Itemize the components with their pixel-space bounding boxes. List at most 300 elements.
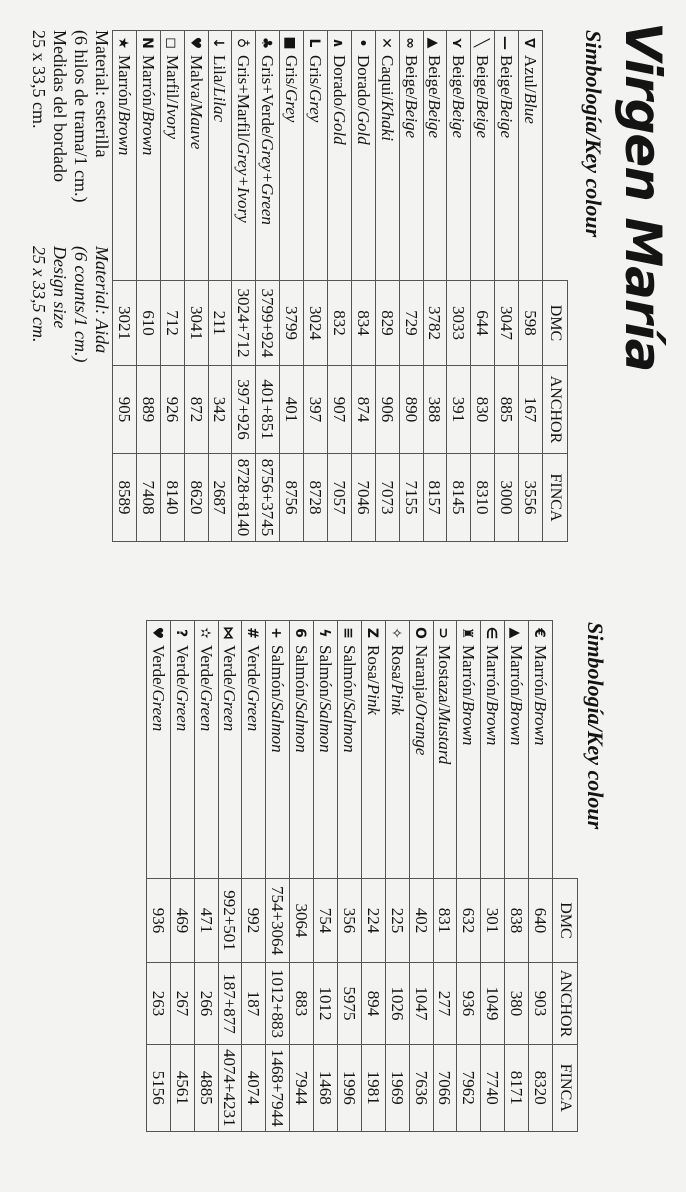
colour-name-cell (327, 31, 351, 281)
colour-name-cell (170, 621, 194, 879)
colour-name-en: Pink (363, 683, 383, 715)
colour-name-cell (280, 31, 304, 281)
colour-name-en: Mustard (435, 707, 455, 765)
material-line: 25 x 33,5 cm. (29, 30, 49, 129)
anchor-code: 872 (184, 366, 208, 454)
colour-name-es: Beige/ (449, 55, 469, 100)
table-row (471, 31, 495, 542)
finca-code: 7057 (327, 454, 351, 542)
material-line: (6 hilos de trama/1 cm.) (71, 30, 91, 203)
colour-name-en: Blue (521, 92, 541, 124)
colour-name-es: Verde/ (244, 645, 264, 690)
colour-name-en: Brown (507, 700, 527, 746)
colour-name-cell (314, 621, 338, 879)
colour-name-cell (242, 621, 266, 879)
finca-code: 8620 (184, 454, 208, 542)
colour-name-es: Azul/ (521, 55, 541, 93)
colour-name-es: Beige/ (401, 55, 421, 100)
colour-name-en: Green (244, 689, 264, 732)
colour-name-en: Grey (306, 89, 326, 123)
dmc-code: 3024 (304, 281, 328, 366)
colour-name-cell (337, 621, 361, 879)
anchor-code: 874 (351, 366, 375, 454)
stitch-symbol-icon: ▲ (507, 627, 524, 639)
table-header (543, 31, 568, 542)
header-dmc: DMC (553, 879, 578, 963)
dmc-code: 754 (314, 879, 338, 963)
finca-code: 8756 (280, 454, 304, 542)
anchor-code: 894 (361, 963, 385, 1045)
finca-code: 3556 (519, 454, 543, 542)
finca-code: 4561 (170, 1045, 194, 1132)
anchor-code: 905 (112, 366, 136, 454)
finca-code: 8728+8140 (232, 454, 256, 542)
finca-code: 8140 (160, 454, 184, 542)
colour-name-es: Rosa/ (363, 645, 383, 684)
dmc-code: 992+501 (218, 879, 242, 963)
dmc-code: 224 (361, 879, 385, 963)
table-row (327, 31, 351, 542)
colour-name-cell (146, 621, 170, 879)
table-row (409, 621, 433, 1132)
finca-code: 1981 (361, 1045, 385, 1132)
dmc-code: 301 (481, 879, 505, 963)
table-row (184, 31, 208, 542)
colour-name-en: Green (148, 689, 168, 732)
dmc-code: 936 (146, 879, 170, 963)
anchor-code: 1049 (481, 963, 505, 1045)
colour-name-cell (361, 621, 385, 879)
dmc-code: 3033 (447, 281, 471, 366)
dmc-code: 712 (160, 281, 184, 366)
table-row (399, 31, 423, 542)
key-heading-right: Simbología/Key colour (583, 622, 608, 830)
finca-code: 8157 (423, 454, 447, 542)
key-table-left (112, 30, 568, 542)
stitch-symbol-icon: ≡ (339, 627, 356, 639)
table-row (194, 621, 218, 1132)
stitch-symbol-icon: ⋎ (449, 37, 466, 49)
colour-name-cell (218, 621, 242, 879)
colour-name-en: Beige (401, 99, 421, 139)
dmc-code: 754+3064 (266, 879, 290, 963)
colour-name-es: Beige/ (425, 55, 445, 100)
colour-name-en: Beige (473, 99, 493, 139)
finca-code: 8310 (471, 454, 495, 542)
dmc-code: 610 (136, 281, 160, 366)
colour-name-en: Salmon (316, 701, 336, 753)
stitch-symbol-icon: Z (363, 627, 380, 639)
dmc-code: 832 (327, 281, 351, 366)
stitch-symbol-icon: ∇ (521, 38, 538, 48)
dmc-code: 831 (433, 879, 457, 963)
colour-name-en: Gold (353, 110, 373, 145)
dmc-code: 729 (399, 281, 423, 366)
table-row (170, 621, 194, 1132)
dmc-code: 829 (375, 281, 399, 366)
dmc-code: 469 (170, 879, 194, 963)
colour-name-cell (385, 621, 409, 879)
table-row (314, 621, 338, 1132)
anchor-code: 391 (447, 366, 471, 454)
anchor-code: 167 (519, 366, 543, 454)
stitch-symbol-icon: + (268, 627, 285, 639)
dmc-code: 3799 (280, 281, 304, 366)
colour-name-es: Marrón/ (483, 645, 503, 701)
colour-name-es: Verde/ (172, 645, 192, 690)
finca-code: 7740 (481, 1045, 505, 1132)
stitch-symbol-icon: ϟ (316, 628, 333, 638)
colour-name-es: Lila/ (210, 55, 230, 88)
material-line: 25 x 33,5 cm. (29, 246, 49, 343)
colour-name-es: Dorado/ (329, 55, 349, 111)
colour-name-cell (433, 621, 457, 879)
colour-name-cell (495, 31, 519, 281)
finca-code: 7073 (375, 454, 399, 542)
dmc-code: 3021 (112, 281, 136, 366)
anchor-code: 187+877 (218, 963, 242, 1045)
anchor-code: 397+926 (232, 366, 256, 454)
header-dmc: DMC (543, 281, 568, 366)
anchor-code: 263 (146, 963, 170, 1045)
table-row (519, 31, 543, 542)
finca-code: 8589 (112, 454, 136, 542)
colour-name-en: Brown (138, 110, 158, 156)
finca-code: 4074+4231 (218, 1045, 242, 1132)
anchor-code: 380 (505, 963, 529, 1045)
stitch-symbol-icon: L (306, 38, 323, 48)
colour-name-es: Verde/ (148, 645, 168, 690)
anchor-code: 267 (170, 963, 194, 1045)
finca-code: 8145 (447, 454, 471, 542)
colour-name-en: Green (196, 689, 216, 732)
dmc-code: 598 (519, 281, 543, 366)
colour-name-es: Salmón/ (268, 645, 288, 702)
anchor-code: 885 (495, 366, 519, 454)
table-row (447, 31, 471, 542)
colour-name-es: Salmón/ (292, 645, 312, 702)
colour-name-es: Verde/ (220, 645, 240, 690)
finca-code: 4074 (242, 1045, 266, 1132)
colour-name-cell (194, 621, 218, 879)
table-row (136, 31, 160, 542)
dmc-code: 471 (194, 879, 218, 963)
colour-name-cell (160, 31, 184, 281)
colour-name-en: Salmon (292, 701, 312, 753)
finca-code: 8728 (304, 454, 328, 542)
anchor-code: 277 (433, 963, 457, 1045)
colour-name-es: Marrón/ (531, 645, 551, 701)
colour-name-en: Grey (282, 89, 302, 123)
anchor-code: 342 (208, 366, 232, 454)
dmc-code: 632 (457, 879, 481, 963)
colour-name-cell (256, 31, 280, 281)
material-line: Material: esterilla (92, 30, 112, 158)
finca-code: 7944 (290, 1045, 314, 1132)
colour-name-cell (290, 621, 314, 879)
colour-name-cell (409, 621, 433, 879)
dmc-code: 3799+924 (256, 281, 280, 366)
dmc-code: 225 (385, 879, 409, 963)
stitch-symbol-icon: O (411, 627, 428, 639)
colour-name-es: Salmón/ (339, 645, 359, 702)
colour-name-en: Brown (114, 110, 134, 156)
stitch-symbol-icon: ♜ (459, 626, 476, 640)
colour-name-es: Rosa/ (387, 645, 407, 684)
colour-name-es: Verde/ (196, 645, 216, 690)
colour-name-es: Naranja/ (411, 645, 431, 704)
colour-name-cell (184, 31, 208, 281)
colour-name-en: Pink (387, 683, 407, 715)
anchor-code: 936 (457, 963, 481, 1045)
colour-name-en: Lilac (210, 87, 230, 123)
colour-name-es: Salmón/ (316, 645, 336, 702)
stitch-symbol-icon: ∞ (401, 37, 418, 49)
colour-name-en: Green (172, 689, 192, 732)
colour-name-es: Marfil/ (162, 55, 182, 104)
table-row (495, 31, 519, 542)
finca-code: 7155 (399, 454, 423, 542)
anchor-code: 906 (375, 366, 399, 454)
colour-name-cell (471, 31, 495, 281)
colour-name-es: Gris/ (282, 55, 302, 89)
colour-name-en: Gold (329, 110, 349, 145)
table-row (290, 621, 314, 1132)
table-row (242, 621, 266, 1132)
colour-name-en: Green (220, 689, 240, 732)
finca-code: 7066 (433, 1045, 457, 1132)
colour-name-en: Grey+Green (258, 138, 278, 225)
colour-name-es: Beige/ (473, 55, 493, 100)
anchor-code: 903 (529, 963, 553, 1045)
colour-name-cell (447, 31, 471, 281)
anchor-code: 830 (471, 366, 495, 454)
material-english (28, 246, 112, 362)
stitch-symbol-icon: ♥ (148, 626, 165, 640)
finca-code: 1468+7944 (266, 1045, 290, 1132)
colour-name-en: Brown (483, 700, 503, 746)
dmc-code: 356 (337, 879, 361, 963)
colour-name-cell (232, 31, 256, 281)
material-line: Medidas del bordado (50, 30, 70, 182)
colour-name-es: Gris+Marfil/ (234, 55, 254, 143)
header-finca: FINCA (553, 1045, 578, 1132)
finca-code: 4885 (194, 1045, 218, 1132)
table-row (457, 621, 481, 1132)
table-row (481, 621, 505, 1132)
material-line: Material: Aida (92, 246, 112, 354)
table-row (146, 621, 170, 1132)
dmc-code: 3047 (495, 281, 519, 366)
colour-name-cell (351, 31, 375, 281)
colour-name-cell (112, 31, 136, 281)
dmc-code: 3782 (423, 281, 447, 366)
stitch-symbol-icon: € (531, 628, 548, 638)
header-anchor: ANCHOR (553, 963, 578, 1045)
header-blank (553, 621, 578, 879)
colour-name-en: Khaki (377, 100, 397, 141)
stitch-symbol-icon: ▲ (425, 37, 442, 49)
stitch-symbol-icon: N (138, 37, 155, 49)
anchor-code: 889 (136, 366, 160, 454)
dmc-code: 644 (471, 281, 495, 366)
stitch-symbol-icon: ◻ (162, 37, 179, 49)
table-row (375, 31, 399, 542)
table-header (553, 621, 578, 1132)
dmc-code: 3064 (290, 879, 314, 963)
material-spanish (28, 30, 112, 202)
colour-name-cell (136, 31, 160, 281)
material-line: (6 counts/1 cm.) (71, 246, 91, 363)
stitch-symbol-icon: 6 (292, 628, 309, 638)
colour-name-en: Grey+Ivory (234, 142, 254, 223)
colour-name-en: Ivory (162, 103, 182, 140)
table-row (423, 31, 447, 542)
table-row (256, 31, 280, 542)
anchor-code: 266 (194, 963, 218, 1045)
stitch-symbol-icon: — (497, 36, 514, 50)
colour-name-es: Malva/ (186, 55, 206, 104)
colour-name-cell (266, 621, 290, 879)
colour-name-cell (423, 31, 447, 281)
finca-code: 8756+3745 (256, 454, 280, 542)
table-row (505, 621, 529, 1132)
finca-code: 8320 (529, 1045, 553, 1132)
stitch-symbol-icon: ✧ (387, 627, 404, 639)
stitch-symbol-icon: ♣ (258, 36, 275, 50)
anchor-code: 401 (280, 366, 304, 454)
finca-code: 1969 (385, 1045, 409, 1132)
table-row (232, 31, 256, 542)
finca-code: 7046 (351, 454, 375, 542)
table-row (280, 31, 304, 542)
stitch-symbol-icon: ⊃ (435, 627, 452, 639)
page-title: Virgen María (614, 22, 672, 372)
finca-code: 7408 (136, 454, 160, 542)
colour-name-en: Brown (531, 700, 551, 746)
stitch-symbol-icon: ★ (114, 36, 131, 50)
colour-name-es: Gris+Verde/ (258, 55, 278, 139)
finca-code: 8171 (505, 1045, 529, 1132)
anchor-code: 5975 (337, 963, 361, 1045)
colour-name-en: Brown (459, 700, 479, 746)
stitch-symbol-icon: ♁ (234, 37, 251, 49)
stitch-symbol-icon: ⋈ (220, 626, 237, 640)
colour-name-cell (505, 621, 529, 879)
finca-code: 7636 (409, 1045, 433, 1132)
finca-code: 2687 (208, 454, 232, 542)
colour-name-es: Beige/ (497, 55, 517, 100)
anchor-code: 1047 (409, 963, 433, 1045)
table-row (304, 31, 328, 542)
anchor-code: 883 (290, 963, 314, 1045)
stitch-symbol-icon: ✫ (196, 627, 213, 639)
anchor-code: 1026 (385, 963, 409, 1045)
finca-code: 1996 (337, 1045, 361, 1132)
table-row (385, 621, 409, 1132)
colour-name-en: Mauve (186, 103, 206, 150)
finca-code: 3000 (495, 454, 519, 542)
anchor-code: 1012 (314, 963, 338, 1045)
finca-code: 7962 (457, 1045, 481, 1132)
table-row (529, 621, 553, 1132)
dmc-code: 834 (351, 281, 375, 366)
dmc-code: 3041 (184, 281, 208, 366)
colour-name-es: Marrón/ (507, 645, 527, 701)
finca-code: 5156 (146, 1045, 170, 1132)
colour-name-cell (304, 31, 328, 281)
table-row (112, 31, 136, 542)
table-row (160, 31, 184, 542)
colour-name-cell (375, 31, 399, 281)
colour-name-cell (481, 621, 505, 879)
colour-name-es: Gris/ (306, 55, 326, 89)
colour-name-en: Salmon (339, 701, 359, 753)
colour-name-cell (399, 31, 423, 281)
anchor-code: 890 (399, 366, 423, 454)
colour-name-en: Salmon (268, 701, 288, 753)
stitch-symbol-icon: ↓ (210, 37, 227, 49)
stitch-symbol-icon: ∧ (329, 37, 346, 49)
table-row (361, 621, 385, 1132)
header-anchor: ANCHOR (543, 366, 568, 454)
table-row (337, 621, 361, 1132)
anchor-code: 926 (160, 366, 184, 454)
dmc-code: 838 (505, 879, 529, 963)
dmc-code: 402 (409, 879, 433, 963)
table-row (208, 31, 232, 542)
key-table-right (146, 620, 578, 1132)
stitch-symbol-icon: • (353, 38, 370, 48)
colour-name-es: Caqui/ (377, 55, 397, 101)
colour-name-en: Beige (425, 99, 445, 139)
dmc-code: 211 (208, 281, 232, 366)
anchor-code: 397 (304, 366, 328, 454)
anchor-code: 187 (242, 963, 266, 1045)
anchor-code: 401+851 (256, 366, 280, 454)
anchor-code: 907 (327, 366, 351, 454)
colour-name-es: Marrón/ (138, 55, 158, 111)
colour-name-en: Orange (411, 703, 431, 756)
stitch-symbol-icon: # (244, 627, 261, 639)
colour-name-es: Dorado/ (353, 55, 373, 111)
anchor-code: 1012+883 (266, 963, 290, 1045)
colour-name-cell (519, 31, 543, 281)
colour-name-es: Marrón/ (114, 55, 134, 111)
dmc-code: 640 (529, 879, 553, 963)
table-row (218, 621, 242, 1132)
dmc-code: 3024+712 (232, 281, 256, 366)
finca-code: 1468 (314, 1045, 338, 1132)
anchor-code: 388 (423, 366, 447, 454)
colour-name-cell (529, 621, 553, 879)
header-blank (543, 31, 568, 281)
material-line: Design size (50, 246, 70, 329)
stitch-symbol-icon: ╲ (473, 38, 490, 48)
stitch-symbol-icon: ∈ (483, 626, 500, 640)
table-row (266, 621, 290, 1132)
key-heading-left: Simbología/Key colour (581, 30, 606, 238)
colour-name-cell (457, 621, 481, 879)
colour-name-es: Marrón/ (459, 645, 479, 701)
colour-name-en: Beige (497, 99, 517, 139)
header-finca: FINCA (543, 454, 568, 542)
stitch-symbol-icon: ■ (282, 36, 299, 50)
stitch-symbol-icon: ♥ (186, 36, 203, 50)
stitch-symbol-icon: ✕ (377, 37, 394, 49)
table-row (433, 621, 457, 1132)
dmc-code: 992 (242, 879, 266, 963)
